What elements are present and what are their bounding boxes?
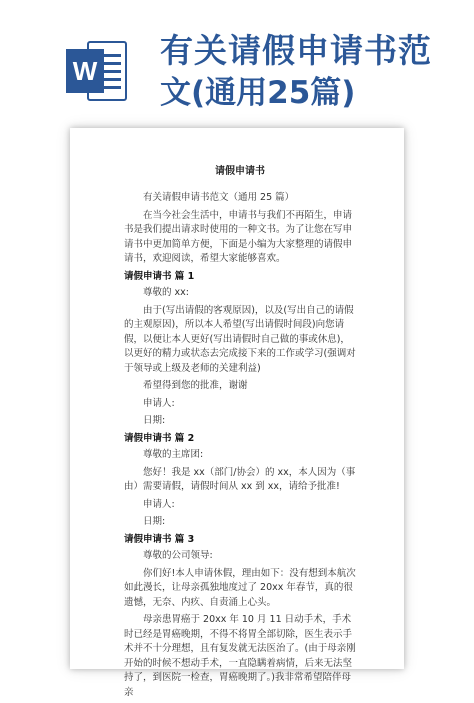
section-1-applicant: 申请人: — [143, 397, 175, 409]
document-heading: 请假申请书 — [215, 166, 265, 177]
section-1-salutation: 尊敬的 xx: — [143, 287, 189, 298]
svg-text:W: W — [72, 56, 98, 86]
section-3-salutation: 尊敬的公司领导: — [143, 550, 213, 561]
section-1-closing: 希望得到您的批准，谢谢 — [143, 380, 248, 391]
section-2-body: 您好！我是 xx（部门/协会）的 xx，本人因为（事由）需要请假，请假时间从 xx 到 xx，请给予批准! — [124, 466, 356, 492]
intro-paragraph: 在当今社会生活中，申请书与我们不再陌生，申请书是我们提出请求时使用的一种文书。为了让您在写申请书中更加简单方便，下面是小编为大家整理的请假申请书，欢迎阅读，希望大家能够喜欢。 — [124, 209, 353, 264]
document-subtitle: 有关请假申请书范文（通用 25 篇） — [143, 192, 295, 203]
title-line-2: 文(通用25篇) — [160, 75, 356, 111]
section-2-title: 请假申请书 篇 2 — [124, 432, 195, 444]
section-1-body: 由于(写出请假的客观原因)，以及(写出自己的请假的主观原因)，所以本人希望(写出请假时间段)向您请假，以便让本人更好(写出请假时自己做的事或休息)，以更好的精力或状态去完成接下来的工作或学习(强调对于领导或上级及老师的关建利益) — [124, 304, 356, 374]
page-title — [160, 30, 460, 114]
page-header — [0, 0, 474, 118]
section-3-body-2: 母亲患胃癌于 20xx 年 10 月 11 日动手术，手术时已经是胃癌晚期，不得不将胃全部切除，医生表示手术并不十分理想，且有复发就无法医治了。(由于母亲刚开始的时候不想动手术，一直隐瞒着病情，后来无法坚持了，到医院一检查，胃癌晚期了。)我非常希望陪伴母亲 — [124, 614, 356, 698]
section-2-applicant: 申请人: — [143, 498, 175, 510]
document-body — [124, 162, 356, 703]
section-1-title: 请假申请书 篇 1 — [124, 270, 195, 282]
word-document-icon — [66, 40, 128, 102]
section-3-title: 请假申请书 篇 3 — [124, 533, 195, 545]
section-2-date: 日期: — [143, 516, 166, 527]
section-3-body-1: 你们好!本人申请休假，理由如下：没有想到本航次如此漫长，让母亲孤独地度过了 20xx 年春节，真的很遗憾，无奈、内疚、自责涌上心头。 — [124, 567, 356, 608]
section-1-date: 日期: — [143, 415, 166, 426]
section-2-salutation: 尊敬的主席团: — [143, 449, 204, 460]
document-preview — [70, 128, 404, 698]
title-line-1: 有关请假申请书范 — [160, 31, 432, 70]
